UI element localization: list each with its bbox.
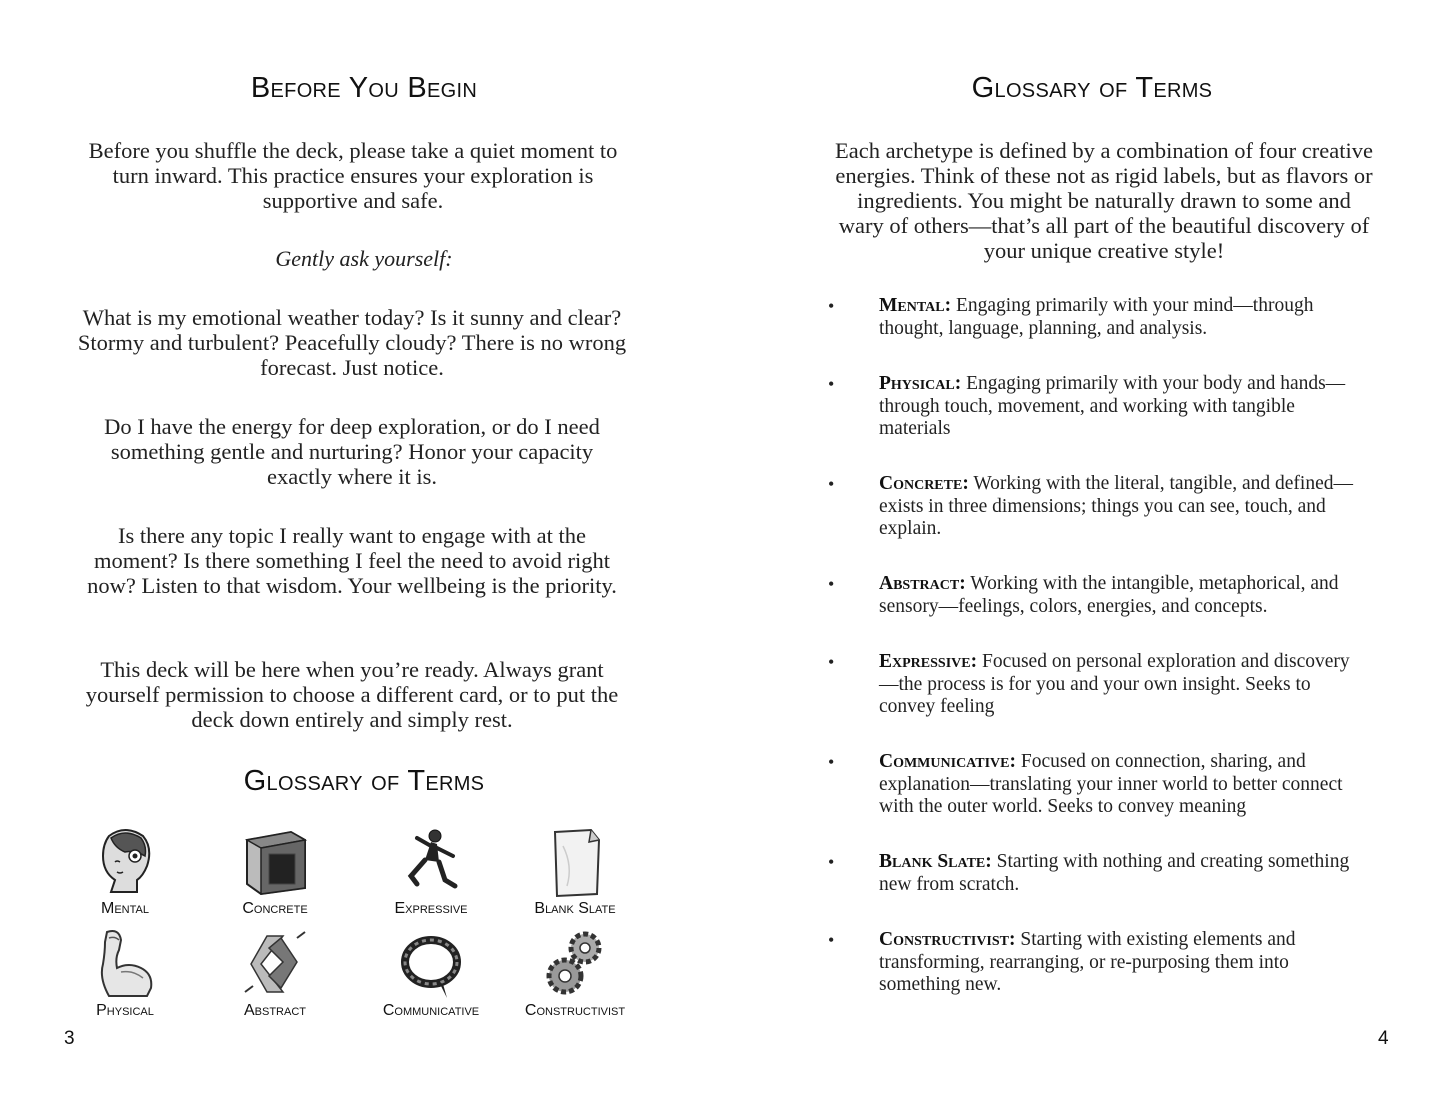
glossary-item-constructivist	[510, 928, 640, 1020]
right-page	[728, 0, 1456, 1105]
constructivist-icon	[539, 928, 611, 1000]
bullet-marker: •	[828, 652, 835, 672]
glossary-item-physical	[60, 928, 190, 1020]
physical-label: Physical	[96, 1002, 154, 1019]
paragraph-deck-ready: This deck will be here when you’re ready. Always grant yourself permission to choose a different card, or to put the deck down entirely and simply rest.	[85, 657, 619, 732]
paragraph-topic: Is there any topic I really want to engage with at the moment? Is there something I feel the need to avoid right now? Listen to that wisdom. Your wellbeing is the priority.	[87, 523, 617, 598]
term-label: Expressive:	[879, 651, 978, 672]
glossary-item-abstract	[210, 928, 340, 1020]
term-label: Abstract:	[879, 573, 966, 594]
blank-slate-icon	[539, 826, 611, 898]
communicative-icon	[395, 928, 467, 1000]
abstract-label: Abstract	[243, 1002, 306, 1019]
bullet-marker: •	[828, 474, 835, 494]
concrete-label: Concrete	[242, 900, 308, 917]
term-definition: Working with the intangible, metaphorical, and sensory—feelings, colors, energies, and concepts.	[879, 573, 1339, 617]
glossary-item-mental	[60, 826, 190, 918]
page-number-right: 4	[1378, 1028, 1389, 1049]
abstract-icon	[239, 928, 311, 1000]
expressive-label: Expressive	[394, 900, 468, 917]
bullet-marker: •	[828, 752, 835, 772]
mental-label: Mental	[101, 900, 149, 917]
glossary-item-communicative	[366, 928, 496, 1020]
term-label: Constructivist:	[879, 929, 1016, 950]
before-you-begin-title: Before You Begin	[250, 72, 478, 104]
blank-slate-label: Blank Slate	[534, 900, 616, 917]
left-glossary-title: Glossary of Terms	[243, 765, 485, 797]
concrete-icon	[239, 826, 311, 898]
page-number-left: 3	[64, 1028, 75, 1049]
intro-paragraph: Before you shuffle the deck, please take a quiet moment to turn inward. This practice ensures your exploration is supportive and safe.	[88, 138, 618, 213]
paragraph-emotional-weather: What is my emotional weather today? Is it sunny and clear? Stormy and turbulent? Peacefully cloudy? There is no wrong forecast. Just notice.	[77, 305, 627, 380]
term-definition: Engaging primarily with your body and hands—through touch, movement, and working with tangible materials	[879, 373, 1346, 439]
bullet-marker: •	[828, 574, 835, 594]
bullet-marker: •	[828, 374, 835, 394]
term-definition: Focused on personal exploration and discovery—the process is for you and your own insight. Seeks to convey feeling	[879, 651, 1350, 717]
term-definition: Engaging primarily with your mind—through thought, language, planning, and analysis.	[879, 295, 1314, 339]
bullet-marker: •	[828, 852, 835, 872]
right-glossary-title: Glossary of Terms	[971, 72, 1213, 104]
term-label: Mental:	[879, 295, 952, 316]
communicative-label: Communicative	[382, 1002, 480, 1019]
glossary-item-concrete	[210, 826, 340, 918]
expressive-icon	[395, 826, 467, 898]
glossary-item-expressive	[366, 826, 496, 918]
bullet-marker: •	[828, 296, 835, 316]
term-definition: Focused on connection, sharing, and explanation—translating your inner world to better connect with the outer world. Seeks to convey meaning	[879, 751, 1343, 817]
glossary-intro: Each archetype is defined by a combination of four creative energies. Think of these not as rigid labels, but as flavors or ingredients. You might be naturally drawn to some and wary of others—that’s all part of the beautiful discovery of your unique creative style!	[835, 138, 1373, 263]
glossary-item-blank-slate	[510, 826, 640, 918]
term-label: Communicative:	[879, 751, 1016, 772]
term-definition: Starting with nothing and creating something new from scratch.	[879, 851, 1350, 895]
term-label: Concrete:	[879, 473, 969, 494]
constructivist-label: Constructivist	[524, 1002, 626, 1019]
ask-label: Gently ask yourself:	[275, 246, 453, 271]
term-label: Physical:	[879, 373, 962, 394]
term-definition: Working with the literal, tangible, and defined— exists in three dimensions; things you can see, touch, and explain.	[879, 473, 1354, 539]
bullet-marker: •	[828, 930, 835, 950]
term-label: Blank Slate:	[879, 851, 992, 872]
paragraph-energy: Do I have the energy for deep exploration, or do I need something gentle and nurturing? Honor your capacity exactly where it is.	[104, 414, 600, 489]
physical-icon	[89, 928, 161, 1000]
mental-icon	[89, 826, 161, 898]
term-definition: Starting with existing elements and transforming, rearranging, or re-purposing them into something new.	[879, 929, 1296, 995]
